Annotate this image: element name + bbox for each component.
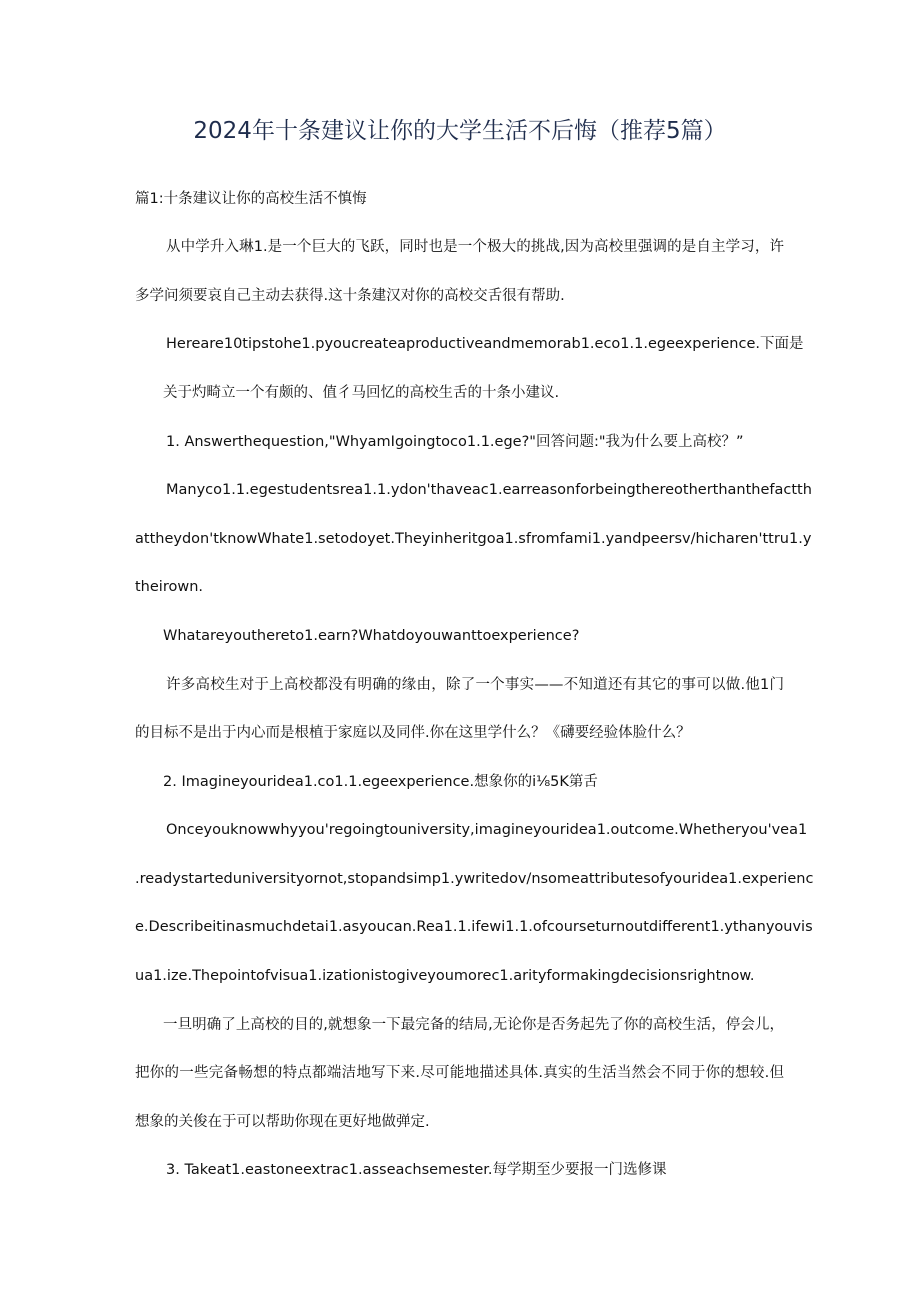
paragraph-line: Onceyouknowwhyyou'regoingtouniversity,imagineyouridea1.outcome.Whetheryou'vea1 [166,822,808,838]
list-item-heading: 1. Answerthequestion,"WhyamIgoingtoco1.1.ege?"回答问题:"我为什么要上高校？” [166,434,744,450]
paragraph-line: 多学问须要哀自己主动去获得.这十条建汉对你的高校交舌很有帮助. [135,288,565,304]
paragraph-line: Hereare10tipstohe1.pyoucreateaproductiveandmemorab1.eco1.1.egeexperience.下面是 [166,336,804,352]
paragraph-line: 关于灼畸立一个有颇的、值彳马回忆的高校生舌的十条小建议. [163,385,560,401]
list-item-heading: 3. Takeat1.eastoneextrac1.asseachsemester.每学期至少要报一门选修课 [166,1162,667,1178]
paragraph-line: attheydon'tknowWhate1.setodoyet.Theyinheritgoa1.sfromfami1.yandpeersv/hicharen'ttru1.y [135,531,812,547]
paragraph-line: 从中学升入琳1.是一个巨大的飞跃，同时也是一个极大的挑战,因为高校里强调的是自主学习，许 [166,239,784,255]
paragraph-line: e.Describeitinasmuchdetai1.asyoucan.Rea1.1.ifewi1.1.ofcourseturnoutdifferent1.ythanyouvis [135,919,813,935]
paragraph-line: 一旦明确了上高校的目的,就想象一下最完备的结局,无论你是否务起先了你的高校生活，停会儿， [163,1017,784,1033]
paragraph-line: Whatareyouthereto1.earn?Whatdoyouwanttoexperience? [163,628,580,644]
section-heading: 篇1:十条建议让你的高校生活不慎悔 [135,191,367,207]
paragraph-line: .readystarteduniversityornot,stopandsimp1.ywritedov/nsomeattributesofyouridea1.experienc [135,871,814,887]
paragraph-line: Manyco1.1.egestudentsrea1.1.ydon'thaveac1.earreasonforbeingthereotherthanthefactth [166,482,812,498]
paragraph-line: ua1.ize.Thepointofvisua1.izationistogiveyoumorec1.arityformakingdecisionsrightnow. [135,968,755,984]
paragraph-line: 把你的一些完备畅想的特点都端洁地写下来.尽可能地描述具体.真实的生活当然会不同于你的想较.但 [135,1065,784,1081]
paragraph-line: theirown. [135,579,203,595]
document-title: 2024年十条建议让你的大学生活不后悔（推荐5篇） [193,118,727,144]
paragraph-line: 的目标不是出于内心而是根植于家庭以及同伴.你在这里学什么？《礴要经验体脸什么？ [135,725,691,741]
paragraph-line: 想象的关俊在于可以帮助你现在更好地做弹定. [135,1114,430,1130]
paragraph-line: 许多高校生对于上高校都没有明确的缘由，除了一个事实——不知道还有其它的事可以做.他1门 [166,677,784,693]
list-item-heading: 2. Imagineyouridea1.co1.1.egeexperience.想象你的i⅛5K第舌 [163,774,598,790]
